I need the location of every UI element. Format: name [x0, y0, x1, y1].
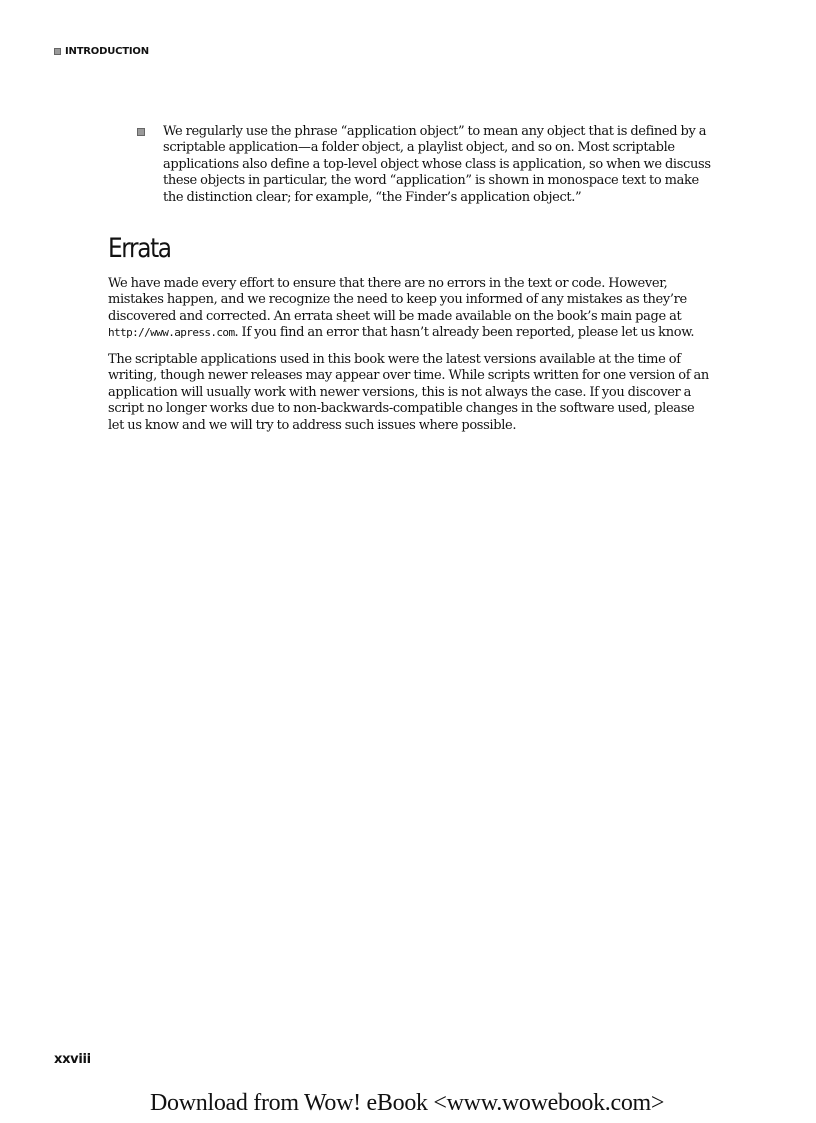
bullet-list-item	[137, 124, 712, 206]
errata-paragraph-1	[108, 276, 712, 342]
square-bullet-icon	[137, 128, 145, 136]
errata-paragraph-1-text: We have made every effort to ensure that there are no errors in the text or code. However, mistakes happen, and we recognize the need to keep you informed of any mistakes as they’re discovered and corrected. An errata sheet will be made available on the book’s main page at	[108, 276, 687, 324]
square-bullet-icon	[54, 48, 61, 55]
running-header-title: INTRODUCTION	[65, 46, 149, 57]
bullet-text: We regularly use the phrase “application object” to mean any object that is defined by a scriptable application—a folder object, a playlist object, and so on. Most scriptable applications also define a top-level object whose class is application, so when we discuss these objects in particular, the word “application” is shown in monospace text to make the distinction clear; for example, “the Finder’s application object.”	[163, 124, 711, 205]
running-header	[54, 46, 149, 57]
page-number: xxviii	[54, 1052, 91, 1067]
download-banner: Download from Wow! eBook <www.wowebook.com>	[150, 1090, 665, 1116]
errata-paragraph-2: The scriptable applications used in this book were the latest versions available at the time of writing, though newer releases may appear over time. While scripts written for one version of an application will usually work with newer versions, this is not always the case. If you discover a script no longer works due to non-backwards-compatible changes in the software used, please let us know and we will try to address such issues where possible.	[108, 352, 709, 433]
section-heading-errata: Errata	[108, 233, 171, 264]
errata-paragraph-1-text-end: . If you find an error that hasn’t already been reported, please let us know.	[234, 325, 695, 341]
apress-url-link[interactable]: http://www.apress.com	[108, 326, 235, 340]
